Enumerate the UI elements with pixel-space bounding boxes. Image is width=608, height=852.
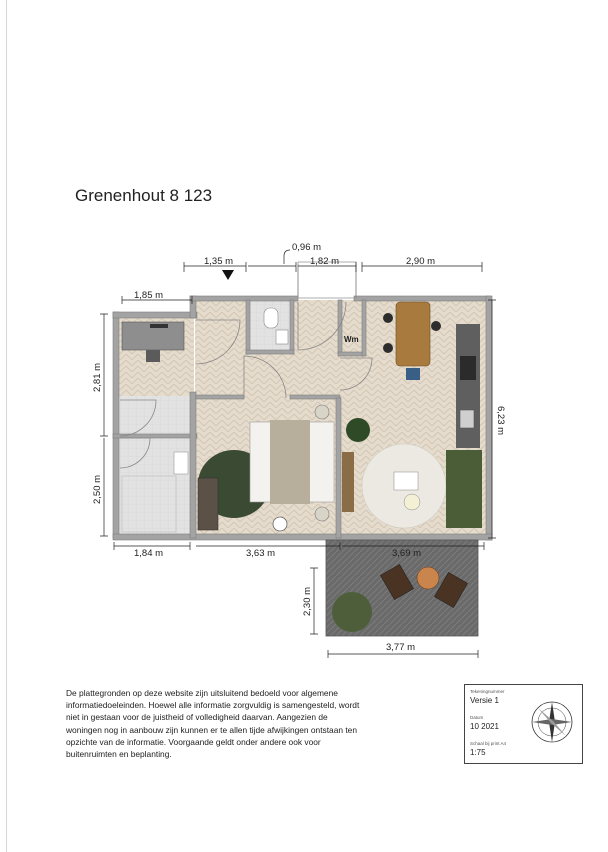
dim-balcony-width: 3,77 m (386, 642, 416, 653)
sofa (446, 450, 482, 528)
washer-label: Wm (344, 335, 359, 344)
bedroom-chair (273, 517, 287, 531)
disclaimer-line: opzichte van de informatie. Voorgaande geldt onder andere ook voor (66, 736, 321, 747)
dim-left-upper: 2,81 m (92, 362, 103, 392)
disclaimer-line: informatiedoeleinden. Hoewel alle informatie zorgvuldig is samengesteld, wordt (66, 700, 360, 711)
side-table (404, 494, 420, 510)
kitchen-counter (456, 324, 480, 448)
dining-chair-2 (383, 343, 393, 353)
dining-chair-3 (431, 321, 441, 331)
disclaimer-line: niet in gestaan voor de juistheid of volledigheid daarvan. Aangezien de (66, 712, 328, 723)
dim-balcony-height: 2,30 m (302, 586, 313, 616)
coffee-table (394, 472, 418, 490)
dim-top-3: 1,82 m (310, 256, 340, 267)
balcony-plant (332, 592, 372, 632)
tv-cabinet (342, 452, 354, 512)
balcony-table (417, 567, 439, 589)
sink-bathroom (174, 452, 188, 474)
bedside-table-left (315, 405, 329, 419)
disclaimer (66, 687, 426, 760)
date-label: Datum (470, 715, 484, 720)
bed-blanket (270, 420, 310, 504)
kitchen-sink (460, 410, 474, 428)
entrance-arrow-icon (222, 270, 234, 280)
dim-top-left: 1,85 m (134, 290, 164, 301)
office-chair (146, 350, 160, 362)
date-value: 10 2021 (470, 722, 499, 731)
dim-right: 6,23 m (495, 406, 506, 436)
washbasin-toilet (276, 330, 288, 344)
dim-bottom-3: 3,69 m (392, 548, 422, 559)
toilet-seat (264, 308, 278, 328)
title-block (464, 684, 583, 764)
dim-bottom-1: 1,84 m (134, 548, 164, 559)
dining-chair-4 (406, 368, 420, 380)
disclaimer-line: buitenruimten en beplanting. (66, 749, 172, 760)
drawing-number-value: Versie 1 (470, 696, 499, 705)
drawing-number-label: Tekeningnummer (470, 689, 505, 694)
bedside-table-right (315, 507, 329, 521)
dim-top-4: 2,90 m (406, 256, 436, 267)
disclaimer-line: woningen nog in aanbouw zijn kunnen er te allen tijde afwijkingen ontstaan ten (66, 724, 358, 735)
dining-chair-1 (383, 313, 393, 323)
disclaimer-line: De plattegronden op deze website zijn uitsluitend bedoeld voor algemene (66, 688, 338, 698)
dim-top-1: 1,35 m (204, 256, 234, 267)
monitor (150, 324, 168, 328)
wardrobe (198, 478, 218, 530)
scale-label: Schaal bij print A4 (470, 741, 507, 746)
cooktop (460, 356, 476, 380)
plant-living (346, 418, 370, 442)
compass-icon (529, 699, 575, 745)
dining-table (396, 302, 430, 366)
dim-bottom-2: 3,63 m (246, 548, 276, 559)
dim-left-lower: 2,50 m (92, 474, 103, 504)
dim-top-2: 0,96 m (292, 242, 322, 253)
page-title: Grenenhout 8 123 (75, 186, 213, 205)
scale-value: 1:75 (470, 748, 486, 757)
